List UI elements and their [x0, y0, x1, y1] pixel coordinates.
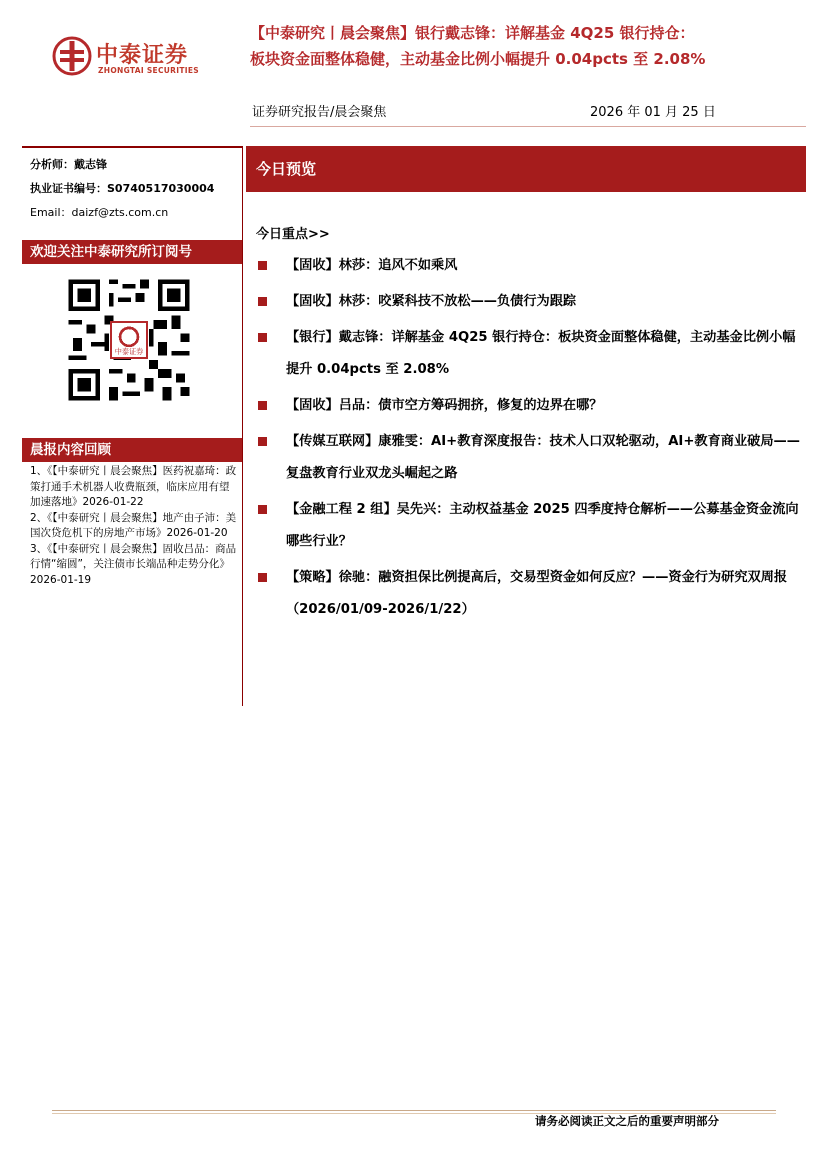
square-bullet-icon	[258, 505, 267, 514]
title-line-1: 【中泰研究丨晨会聚焦】银行戴志锋：详解基金 4Q25 银行持仓：	[250, 24, 695, 42]
list-item-text: 【固收】林莎：追风不如乘风	[286, 258, 458, 273]
recap-item[interactable]: 3、《【中泰研究丨晨会聚焦】固收吕品：商品行情“缩圆”，关注债市长端品种走势分化》2026-01-19	[30, 542, 237, 586]
square-bullet-icon	[258, 573, 267, 582]
report-type: 证券研究报告/晨会聚焦	[252, 105, 387, 120]
zhongtai-logo-icon	[52, 36, 92, 76]
recap-list	[30, 464, 238, 588]
recap-item[interactable]: 1、《【中泰研究丨晨会聚焦】医药祝嘉琦：政策打通手术机器人收费瓶颈，临床应用有望加速落地》2026-01-22	[30, 465, 237, 508]
focus-list	[256, 250, 801, 630]
list-item[interactable]	[256, 286, 801, 318]
company-logo	[52, 36, 217, 84]
square-bullet-icon	[258, 261, 267, 270]
square-bullet-icon	[258, 333, 267, 342]
section-title: 今日预览	[246, 146, 806, 192]
list-item[interactable]	[256, 390, 801, 422]
list-item-text: 【策略】徐驰：融资担保比例提高后，交易型资金如何反应？——资金行为研究双周报（2026/01/09-2026/1/22）	[286, 570, 788, 617]
follow-banner: 欢迎关注中泰研究所订阅号	[22, 240, 242, 264]
list-item-text: 【固收】吕品：债市空方筹码拥挤，修复的边界在哪？	[286, 398, 603, 413]
logo-name-cn: 中泰证券	[96, 43, 189, 68]
report-title	[250, 20, 810, 72]
analyst-name: 分析师：戴志锋	[30, 158, 107, 171]
list-item[interactable]	[256, 250, 801, 282]
list-item-text: 【银行】戴志锋：详解基金 4Q25 银行持仓：板块资金面整体稳健，主动基金比例小幅提升 0.04pcts 至 2.08%	[286, 330, 796, 377]
list-item[interactable]	[256, 426, 801, 490]
list-item[interactable]	[256, 494, 801, 558]
analyst-license: 执业证书编号：S0740517030004	[30, 182, 215, 195]
report-date: 2026 年 01 月 25 日	[590, 105, 716, 120]
header-divider	[250, 126, 806, 127]
list-item[interactable]	[256, 322, 801, 386]
title-line-2: 板块资金面整体稳健，主动基金比例小幅提升 0.04pcts 至 2.08%	[250, 50, 706, 68]
footer-disclaimer: 请务必阅读正文之后的重要声明部分	[535, 1114, 719, 1128]
square-bullet-icon	[258, 401, 267, 410]
square-bullet-icon	[258, 297, 267, 306]
recap-banner: 晨报内容回顾	[22, 438, 242, 462]
list-item-text: 【传媒互联网】康雅雯：AI+教育深度报告：技术人口双轮驱动，AI+教育商业破局——复盘教育行业双龙头崛起之路	[286, 434, 800, 481]
footer-rule	[52, 1110, 776, 1111]
list-item-text: 【固收】林莎：咬紧科技不放松——负债行为跟踪	[286, 294, 577, 309]
analyst-email[interactable]: Email：daizf@zts.com.cn	[30, 206, 169, 219]
logo-name-en: ZHONGTAI SECURITIES	[98, 66, 199, 75]
list-item[interactable]	[256, 562, 801, 626]
qr-code-icon[interactable]	[64, 275, 194, 405]
focus-title: 今日重点>>	[256, 227, 330, 242]
square-bullet-icon	[258, 437, 267, 446]
recap-item[interactable]: 2、《【中泰研究丨晨会聚焦】地产由子沛：美国次贷危机下的房地产市场》2026-01-20	[30, 511, 237, 539]
qr-center-label: 中泰证券	[114, 346, 144, 356]
sidebar-top-rule	[22, 146, 242, 148]
column-divider	[242, 146, 243, 706]
list-item-text: 【金融工程 2 组】吴先兴：主动权益基金 2025 四季度持仓解析——公募基金资金流向哪些行业？	[286, 502, 799, 549]
